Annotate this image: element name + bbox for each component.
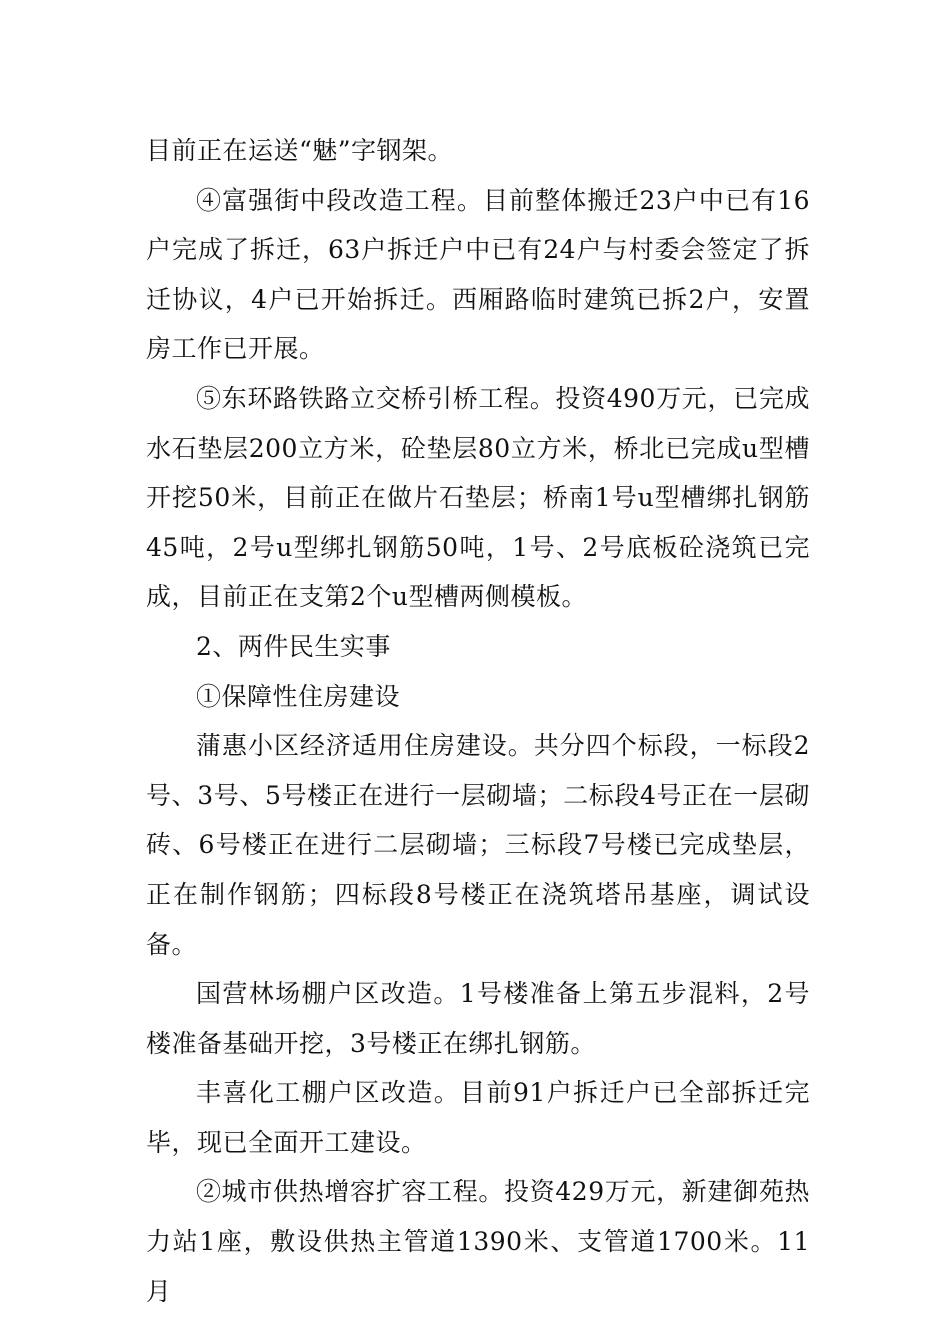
paragraph-east-ring-bridge: ⑤东环路铁路立交桥引桥工程。投资490万元，已完成水石垫层200立方米，砼垫层80立方米，桥北已完成u型槽开挖50米，目前正在做片石垫层；桥南1号u型槽绑扎钢筋45吨，2号u型绑扎钢筋50吨，1号、2号底板砼浇筑已完成，目前正在支第2个u型槽两侧模板。: [146, 383, 810, 612]
document-body: [146, 126, 810, 1316]
paragraph-steel-frame: 目前正在运送“魅”字钢架。: [146, 136, 454, 165]
paragraph-puhui-housing: 蒲惠小区经济适用住房建设。共分四个标段，一标段2号、3号、5号楼正在进行一层砌墙；二标段4号正在一层砌砖、6号楼正在进行二层砌墙；三标段7号楼已完成垫层，正在制作钢筋；四标段8号楼正在浇筑塔吊基座，调试设备。: [146, 731, 810, 959]
paragraph-fuqiang-street: ④富强街中段改造工程。目前整体搬迁23户中已有16户完成了拆迁，63户拆迁户中已有24户与村委会签定了拆迁协议，4户已开始拆迁。西厢路临时建筑已拆2户，安置房工作已开展。: [146, 185, 810, 364]
subheading-housing: ①保障性住房建设: [196, 681, 401, 711]
paragraph-heating-project: ②城市供热增容扩容工程。投资429万元，新建御苑热力站1座，敷设供热主管道1390米、支管道1700米。11月: [146, 1177, 810, 1306]
paragraph-fengxi-chemical: 丰喜化工棚户区改造。目前91户拆迁户已全部拆迁完毕，现已全面开工建设。: [146, 1078, 810, 1157]
section-heading-livelihood: 2、两件民生实事: [196, 631, 391, 661]
paragraph-forest-farm: 国营林场棚户区改造。1号楼准备上第五步混料，2号楼准备基础开挖，3号楼正在绑扎钢筋。: [146, 979, 810, 1058]
